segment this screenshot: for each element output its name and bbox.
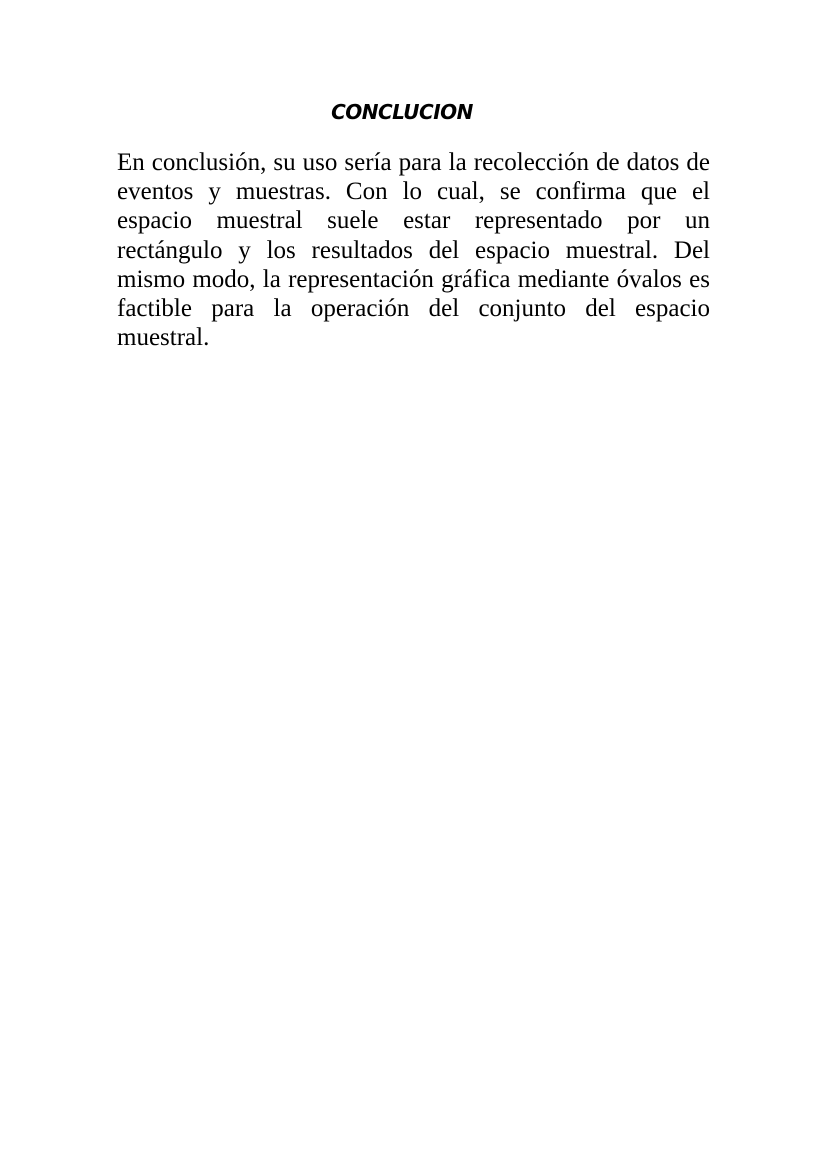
- section-title: CONCLUCION: [331, 100, 473, 124]
- conclusion-paragraph: En conclusión, su uso sería para la recolección de datos de eventos y muestras. Con lo cual, se confirma que el espacio muestral suele estar representado por un rectángulo y los resultados del espacio muestral. Del mismo modo, la representación gráfica mediante óvalos es factible para la operación del conjunto del espacio muestral.: [117, 149, 710, 352]
